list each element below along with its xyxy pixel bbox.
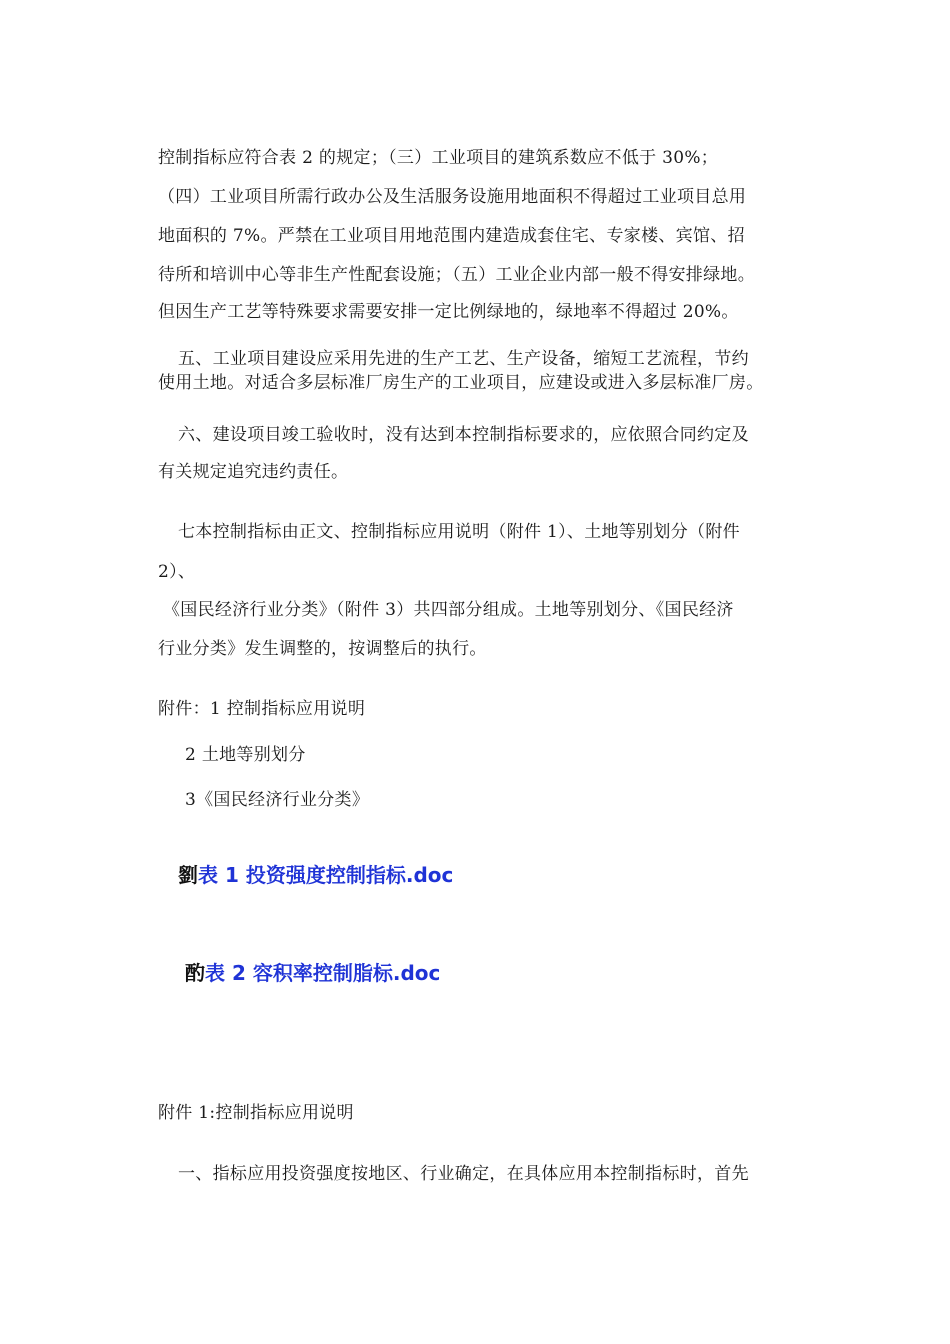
paragraph-line: 地面积的 7%。严禁在工业项目用地范围内建造成套住宅、专家楼、宾馆、招	[158, 226, 745, 246]
attachment-link-table-2[interactable]	[185, 960, 440, 986]
paragraph-line: 七本控制指标由正文、控制指标应用说明（附件 1）、土地等别划分（附件	[178, 522, 740, 542]
paragraph-line: 《国民经济行业分类》（附件 3）共四部分组成。土地等别划分、《国民经济	[163, 600, 734, 620]
paragraph-line: 但因生产工艺等特殊要求需要安排一定比例绿地的，绿地率不得超过 20%。	[158, 302, 739, 322]
appendix-heading: 附件 1:控制指标应用说明	[158, 1103, 354, 1123]
attachment-list-item: 3《国民经济行业分类》	[185, 790, 370, 810]
attachment-list-item: 2 土地等别划分	[185, 745, 306, 765]
file-icon: 酌	[185, 961, 205, 985]
attachment-link-table-1[interactable]	[178, 862, 453, 888]
attachment-list-heading: 附件：1 控制指标应用说明	[158, 699, 366, 719]
attachment-link-label[interactable]: 表 1 投资强度控制指标.doc	[198, 863, 454, 887]
paragraph-line: 六、建设项目竣工验收时，没有达到本控制指标要求的，应依照合同约定及	[178, 425, 749, 445]
paragraph-line: 有关规定追究违约责任。	[158, 462, 349, 482]
paragraph-line: 一、指标应用投资强度按地区、行业确定，在具体应用本控制指标时，首先	[178, 1164, 749, 1184]
paragraph-line: 控制指标应符合表 2 的规定；（三）工业项目的建筑系数应不低于 30%；	[158, 148, 719, 168]
paragraph-line: 行业分类》发生调整的，按调整后的执行。	[158, 639, 487, 659]
paragraph-line: 待所和培训中心等非生产性配套设施；（五）工业企业内部一般不得安排绿地。	[158, 265, 755, 285]
paragraph-line: 使用土地。对适合多层标准厂房生产的工业项目，应建设或进入多层标准厂房。	[158, 373, 764, 393]
attachment-link-label[interactable]: 表 2 容积率控制脂标.doc	[205, 961, 441, 985]
file-icon: 劉	[178, 863, 198, 887]
paragraph-line: （四）工业项目所需行政办公及生活服务设施用地面积不得超过工业项目总用	[158, 187, 747, 207]
paragraph-line: 五、工业项目建设应采用先进的生产工艺、生产设备，缩短工艺流程，节约	[178, 349, 749, 369]
paragraph-line: 2）、	[158, 562, 196, 582]
